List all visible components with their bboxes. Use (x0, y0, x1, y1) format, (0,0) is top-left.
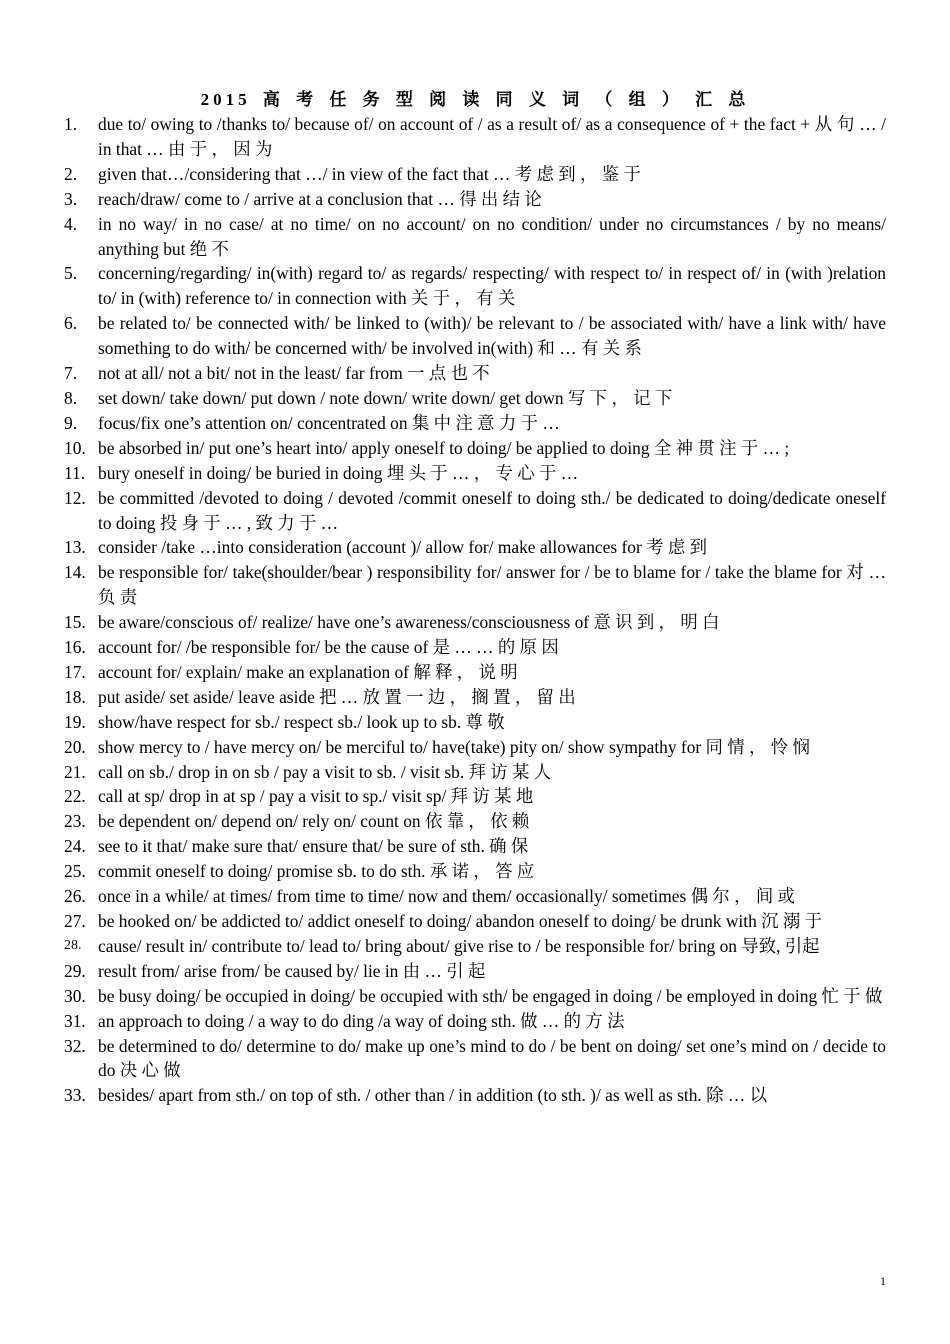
page-number: 1 (880, 1274, 886, 1288)
list-item (64, 809, 886, 834)
item-text: be aware/conscious of/ realize/ have one’s awareness/consciousness of 意 识 到 ， 明 白 (98, 612, 720, 633)
list-item (64, 112, 886, 162)
item-number: 32. (64, 1035, 86, 1056)
list-item (64, 1009, 886, 1034)
item-number: 14. (64, 562, 86, 583)
item-text: be busy doing/ be occupied in doing/ be occupied with sth/ be engaged in doing / be employed in doing 忙 于 做 (98, 985, 883, 1006)
list-item (64, 660, 886, 685)
item-number: 20. (64, 736, 86, 757)
list-item (64, 834, 886, 859)
item-text: focus/fix one’s attention on/ concentrated on 集 中 注 意 力 于 … (98, 412, 560, 433)
list-item (64, 436, 886, 461)
item-text: commit oneself to doing/ promise sb. to do sth. 承 诺 ， 答 应 (98, 861, 535, 882)
item-text: show/have respect for sb./ respect sb./ look up to sb. 尊 敬 (98, 711, 505, 732)
list-item (64, 710, 886, 735)
item-number: 3. (64, 188, 78, 209)
item-number: 10. (64, 437, 86, 458)
list-item (64, 884, 886, 909)
item-number: 31. (64, 1010, 86, 1031)
list-item (64, 212, 886, 262)
list-item (64, 1034, 886, 1084)
list-item (64, 411, 886, 436)
item-number: 23. (64, 811, 86, 832)
item-text: be dependent on/ depend on/ rely on/ count on 依 靠 ， 依 赖 (98, 811, 530, 832)
item-number: 12. (64, 487, 86, 508)
item-number: 17. (64, 661, 86, 682)
item-text: in no way/ in no case/ at no time/ on no account/ on no condition/ under no circumstances / by no means/ anything but 绝 不 (98, 213, 886, 259)
item-number: 27. (64, 911, 86, 931)
document-page (64, 88, 886, 1108)
item-text: not at all/ not a bit/ not in the least/ far from 一 点 也 不 (98, 363, 490, 384)
item-number: 18. (64, 686, 86, 707)
item-text: besides/ apart from sth./ on top of sth. / other than / in addition (to sth. )/ as well as sth. 除 … 以 (98, 1085, 767, 1106)
item-number: 1. (64, 114, 78, 134)
item-number: 5. (64, 263, 78, 284)
item-number: 7. (64, 363, 78, 384)
list-item (64, 486, 886, 536)
list-item (64, 760, 886, 785)
item-text: once in a while/ at times/ from time to time/ now and them/ occasionally/ sometimes 偶 尔 ， 间 或 (98, 886, 795, 907)
item-text: be committed /devoted to doing / devoted /commit oneself to doing sth./ be dedicated to doing/dedicate oneself to doing 投 身 于 … , 致 力 于 … (98, 487, 886, 533)
document-title: 2015 高 考 任 务 型 阅 读 同 义 词 （ 组 ） 汇 总 (200, 90, 750, 109)
item-number: 21. (64, 761, 86, 782)
item-text: given that…/considering that …/ in view of the fact that … 考 虑 到 ， 鉴 于 (98, 163, 641, 184)
item-text: be determined to do/ determine to do/ make up one’s mind to do / be bent on doing/ set one’s mind on / decide to do 决 心 做 (98, 1035, 886, 1081)
item-text: be responsible for/ take(shoulder/bear ) responsibility for/ answer for / be to blame for / take the blame for 对 … 负 责 (98, 562, 886, 608)
item-number: 4. (64, 213, 78, 234)
list-item (64, 610, 886, 635)
item-number: 26. (64, 886, 86, 907)
list-item (64, 187, 886, 212)
item-number: 9. (64, 412, 78, 433)
list-item (64, 635, 886, 660)
list-item (64, 959, 886, 984)
item-text: put aside/ set aside/ leave aside 把 … 放 置 一 边 ， 搁 置 ， 留 出 (98, 686, 576, 707)
item-number: 2. (64, 163, 78, 184)
item-number: 16. (64, 637, 86, 658)
list-item (64, 859, 886, 884)
list-item (64, 1083, 886, 1108)
item-number: 30. (64, 985, 86, 1006)
item-number: 33. (64, 1085, 86, 1106)
item-text: cause/ result in/ contribute to/ lead to/ bring about/ give rise to / be responsible for/ bring on 导致, 引起 (98, 935, 820, 956)
item-text: account for/ explain/ make an explanation of 解 释 ， 说 明 (98, 661, 518, 682)
list-item (64, 984, 886, 1009)
item-text: reach/draw/ come to / arrive at a conclusion that … 得 出 结 论 (98, 188, 542, 209)
item-number: 11. (64, 462, 86, 483)
list-item (64, 735, 886, 760)
list-item (64, 311, 886, 361)
list-item (64, 162, 886, 187)
item-text: call at sp/ drop in at sp / pay a visit to sp./ visit sp/ 拜 访 某 地 (98, 786, 534, 807)
item-text: due to/ owing to /thanks to/ because of/ on account of / as a result of/ as a consequence of + the fact + 从 句 … / in that … 由 于 ， 因 为 (98, 114, 886, 159)
list-item (64, 361, 886, 386)
item-number: 15. (64, 612, 86, 633)
item-text: be related to/ be connected with/ be linked to (with)/ be relevant to / be associated with/ have a link with/ have something to do with/ be concerned with/ be involved in(with) 和 … 有 关 系 (98, 313, 886, 359)
item-number: 22. (64, 786, 86, 807)
item-text: concerning/regarding/ in(with) regard to/ as regards/ respecting/ with respect to/ in respect of/ in (with )relation to/ in (with) reference to/ in connection with 关 于 ， 有 关 (98, 263, 886, 309)
item-text: show mercy to / have mercy on/ be merciful to/ have(take) pity on/ show sympathy for 同 情 ， 怜 悯 (98, 736, 810, 757)
list-item (64, 461, 886, 486)
list-item (64, 784, 886, 809)
item-number: 25. (64, 861, 86, 882)
item-number: 8. (64, 387, 78, 408)
list-item (64, 934, 886, 959)
item-text: call on sb./ drop in on sb / pay a visit to sb. / visit sb. 拜 访 某 人 (98, 761, 552, 782)
item-number: 29. (64, 960, 86, 981)
item-text: result from/ arise from/ be caused by/ lie in 由 … 引 起 (98, 960, 486, 981)
item-number: 19. (64, 711, 86, 732)
list-item (64, 386, 886, 411)
item-number: 28. (64, 937, 82, 953)
item-text: see to it that/ make sure that/ ensure that/ be sure of sth. 确 保 (98, 836, 529, 857)
list-item (64, 685, 886, 710)
item-number: 24. (64, 836, 86, 857)
item-text: set down/ take down/ put down / note down/ write down/ get down 写 下 ， 记 下 (98, 387, 673, 408)
list-item (64, 560, 886, 610)
synonym-list (64, 112, 886, 1108)
item-text: be absorbed in/ put one’s heart into/ apply oneself to doing/ be applied to doing 全 神 贯 注 于 … ; (98, 437, 790, 458)
item-number: 6. (64, 313, 78, 334)
item-number: 13. (64, 537, 86, 558)
item-text: consider /take …into consideration (account )/ allow for/ make allowances for 考 虑 到 (98, 537, 707, 558)
item-text: be hooked on/ be addicted to/ addict oneself to doing/ abandon oneself to doing/ be drunk with 沉 溺 于 (98, 911, 822, 931)
list-item (64, 535, 886, 560)
item-text: account for/ /be responsible for/ be the cause of 是 … … 的 原 因 (98, 637, 559, 658)
item-text: an approach to doing / a way to do ding /a way of doing sth. 做 … 的 方 法 (98, 1010, 625, 1031)
list-item (64, 261, 886, 311)
list-item (64, 909, 886, 934)
item-text: bury oneself in doing/ be buried in doing 埋 头 于 … ， 专 心 于 … (98, 462, 579, 483)
